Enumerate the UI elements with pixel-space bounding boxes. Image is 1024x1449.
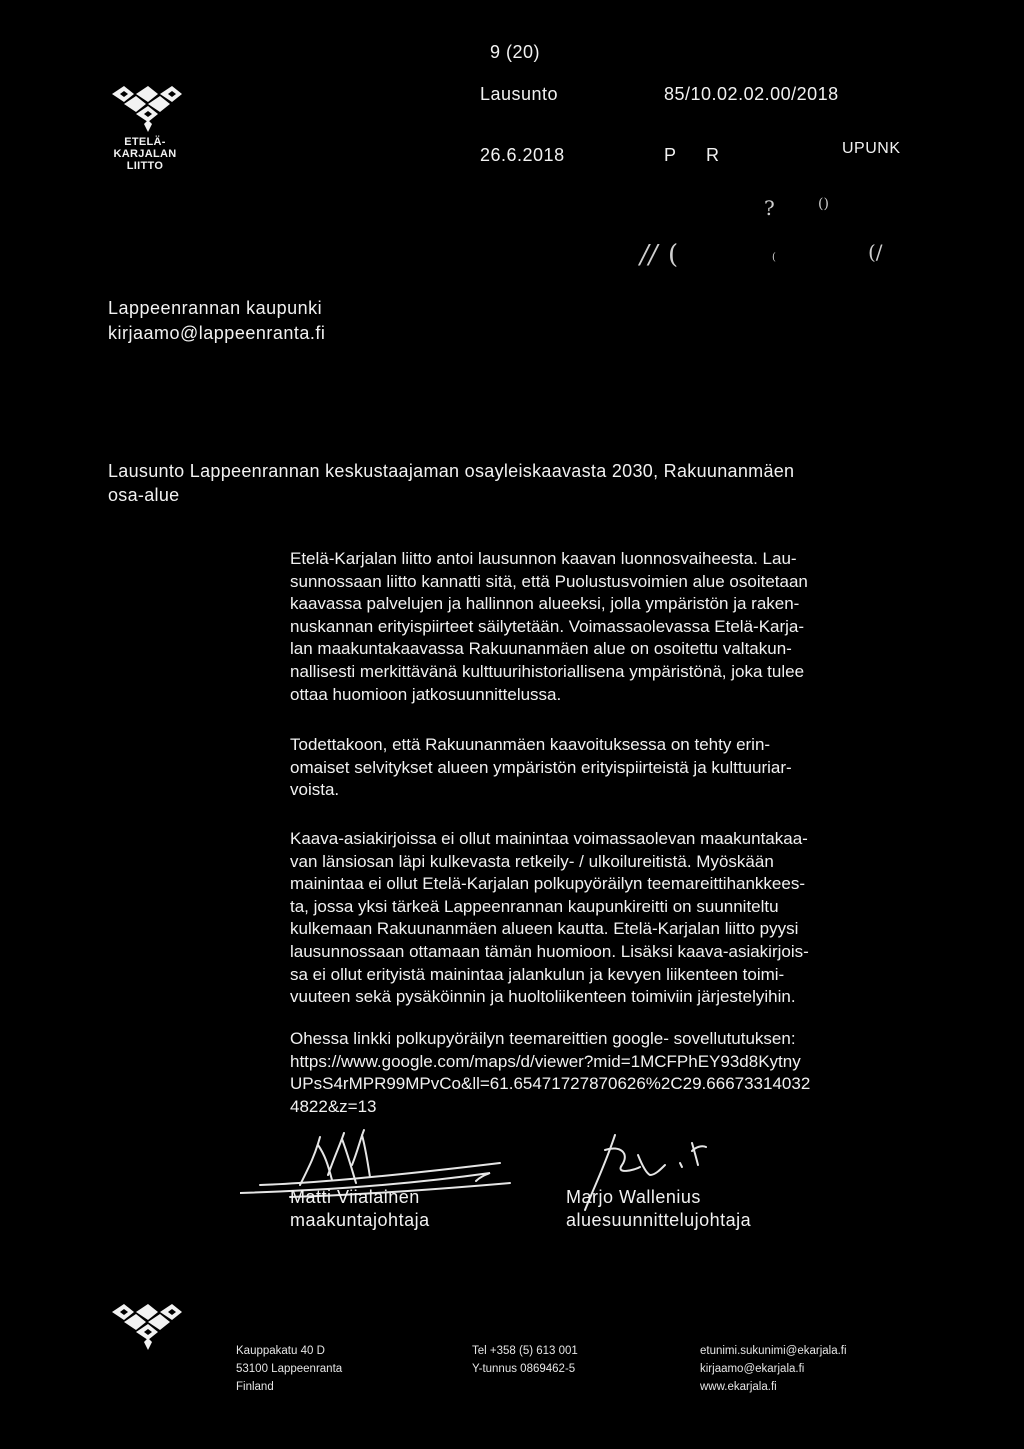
footer-website[interactable]: www.ekarjala.fi xyxy=(700,1381,777,1393)
logo-text xyxy=(106,136,184,172)
text-line: ta, jossa yksi tärkeä Lappeenrannan kaupunkireitti on suunniteltu xyxy=(290,896,779,916)
logo-text-line: KARJALAN xyxy=(113,148,177,160)
signatory-name: Marjo Wallenius xyxy=(566,1187,701,1207)
signatory-title: maakuntajohtaja xyxy=(290,1210,430,1230)
text-line: van länsiosan läpi kulkevasta retkeily- / ulkoilureitistä. Myöskään xyxy=(290,851,774,871)
logo-text-line: LIITTO xyxy=(126,160,164,172)
page-number: 9 (20) xyxy=(490,42,541,62)
stamp-fragment: () xyxy=(818,196,829,212)
recipient-email: kirjaamo@lappeenranta.fi xyxy=(108,323,326,343)
text-line: Todettakoon, että Rakuunanmäen kaavoituksessa on tehty erin- xyxy=(290,735,771,754)
body-text xyxy=(290,548,910,706)
stamp-fragment: // xyxy=(640,240,658,270)
logo-mark-icon xyxy=(112,86,182,132)
text-line: sunnossaan liitto kannatti sitä, että Puolustusvoimien alue osoitetaan xyxy=(290,571,808,591)
text-line: voista. xyxy=(290,780,340,800)
document-date: 26.6.2018 xyxy=(480,145,565,165)
body-text xyxy=(290,734,910,802)
footer-contact xyxy=(472,1342,578,1378)
text-line: kulkemaan Rakuunanmäen alueen kautta. Etelä-Karjalan liitto pyysi xyxy=(290,919,799,939)
stamp-fragment: R xyxy=(706,145,720,165)
text-line: kaavassa palvelujen ja hallinnon alueeksi, jolla ympäristön ja raken- xyxy=(290,594,800,614)
map-link[interactable]: UPsS4rMPR99MPvCo&ll=61.65471727870626%2C29.66673314032 xyxy=(290,1074,811,1094)
body-text xyxy=(290,828,910,1009)
document-reference: 85/10.02.02.00/2018 xyxy=(664,84,839,104)
paragraph xyxy=(290,828,910,1009)
stamp-fragment: ( xyxy=(772,252,776,263)
stamp-fragment: ( xyxy=(668,240,679,270)
text-line: lausunnossaan ottamaan tämän huomioon. Lisäksi kaava-asiakirjois- xyxy=(290,941,809,961)
stamp-fragment: (/ xyxy=(868,240,883,264)
logo-mark-icon xyxy=(112,1304,182,1350)
footer-line: Finland xyxy=(236,1381,274,1393)
subject-line: Lausunto Lappeenrannan keskustaajaman osayleiskaavasta 2030, Rakuunanmäen xyxy=(108,461,795,481)
text-line: nuskannan erityispiirteet säilytetään. Voimassaolevassa Etelä-Karja- xyxy=(290,616,805,636)
footer-line: Y-tunnus 0869462-5 xyxy=(472,1363,576,1375)
stamp-fragment: P xyxy=(664,145,677,165)
subject-line: osa-alue xyxy=(108,485,180,505)
footer-line: Kauppakatu 40 D xyxy=(236,1345,325,1357)
body-text xyxy=(290,1028,910,1118)
logo-text-line: ETELÄ- xyxy=(124,136,166,148)
document-type: Lausunto xyxy=(480,84,559,104)
text-line: ottaa huomioon jatkosuunnittelussa. xyxy=(290,684,562,704)
paragraph xyxy=(290,734,910,802)
text-line: sa ei ollut erityistä mainintaa jalankulun ja kevyen liikenteen toimi- xyxy=(290,964,785,984)
signatory-title: aluesuunnittelujohtaja xyxy=(566,1210,752,1230)
signatory-name: Matti Viialainen xyxy=(290,1187,420,1207)
text-line: Kaava-asiakirjoissa ei ollut mainintaa voimassaolevan maakuntakaa- xyxy=(290,829,808,848)
footer-address xyxy=(236,1342,342,1396)
text-line: Ohessa linkki polkupyöräilyn teemareittien google- sovellututuksen: xyxy=(290,1029,796,1048)
recipient-name: Lappeenrannan kaupunki xyxy=(108,298,323,318)
footer-email[interactable]: etunimi.sukunimi@ekarjala.fi xyxy=(700,1345,847,1357)
paragraph xyxy=(290,1028,910,1118)
footer-email[interactable]: kirjaamo@ekarjala.fi xyxy=(700,1363,805,1375)
text-line: nallisesti merkittävänä kulttuurihistoriallisena ympäristönä, joka tulee xyxy=(290,661,805,681)
paragraph xyxy=(290,548,910,706)
footer-logo xyxy=(112,1304,182,1350)
text-line: Etelä-Karjalan liitto antoi lausunnon kaavan luonnosvaiheesta. Lau- xyxy=(290,549,797,568)
text-line: vuuteen sekä pysäköinnin ja huoltoliikenteen toimiviin järjestelyihin. xyxy=(290,987,796,1007)
footer-web xyxy=(700,1342,847,1396)
text-line: omaiset selvitykset alueen ympäristön erityispiirteistä ja kulttuuriar- xyxy=(290,757,792,777)
text-line: lan maakuntakaavassa Rakuunanmäen alue on osoitettu valtakun- xyxy=(290,639,792,659)
stamp-fragment: ? xyxy=(764,196,775,220)
text-line: mainintaa ei ollut Etelä-Karjalan polkupyöräilyn teemareittihankkees- xyxy=(290,874,805,894)
footer-line: Tel +358 (5) 613 001 xyxy=(472,1345,578,1357)
footer-line: 53100 Lappeenranta xyxy=(236,1363,343,1375)
stamp-fragment: UPUNK xyxy=(842,140,901,157)
map-link[interactable]: 4822&z=13 xyxy=(290,1096,377,1116)
map-link[interactable]: https://www.google.com/maps/d/viewer?mid=1MCFPhEY93d8Kytny xyxy=(290,1051,801,1071)
organization-logo xyxy=(112,86,182,132)
